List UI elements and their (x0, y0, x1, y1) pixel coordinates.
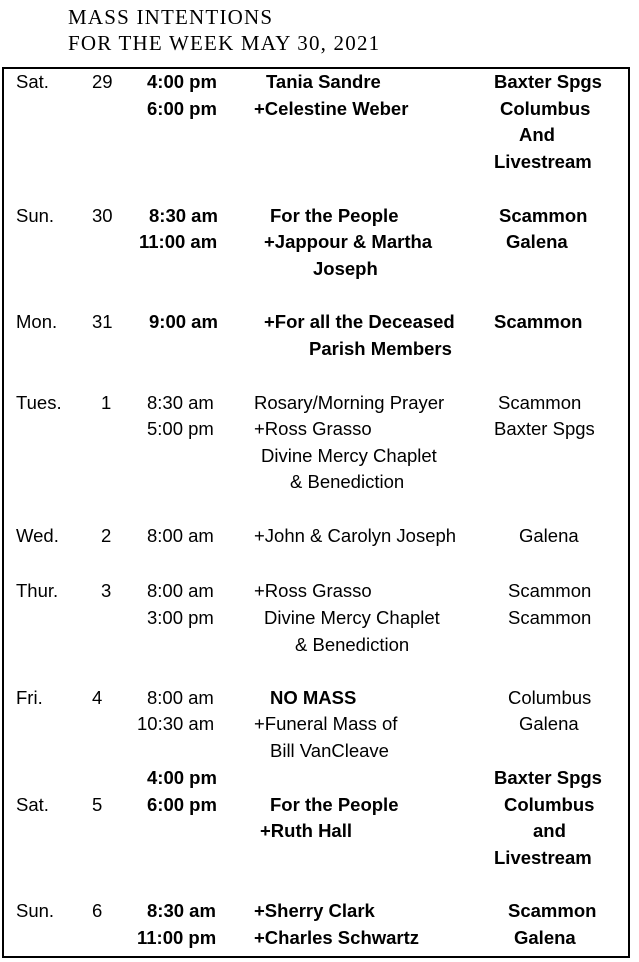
intention-text: Divine Mercy Chaplet (261, 445, 437, 466)
intention-text: NO MASS (270, 687, 357, 708)
intention-text: Tania Sandre (266, 71, 381, 92)
intention-text: +Ross Grasso (254, 580, 372, 601)
intention-text: +Funeral Mass of (254, 713, 398, 734)
date-label: 5 (92, 794, 103, 815)
time-label: 5:00 pm (147, 418, 214, 439)
location-text: Scammon (508, 607, 592, 628)
time-label: 8:00 am (147, 687, 214, 708)
intention-text: For the People (270, 794, 399, 815)
time-label: 10:30 am (137, 713, 215, 734)
title-line-1: MASS INTENTIONS (68, 5, 274, 29)
title-line-2: FOR THE WEEK MAY 30, 2021 (68, 31, 381, 55)
day-label: Mon. (16, 311, 58, 332)
intention-text: +Jappour & Martha (264, 231, 433, 252)
time-label: 8:00 am (147, 580, 214, 601)
intention-text: & Benediction (295, 634, 410, 655)
date-label: 31 (92, 311, 113, 332)
date-label: 3 (101, 580, 112, 601)
time-label: 6:00 pm (147, 794, 217, 815)
time-label: 4:00 pm (147, 71, 217, 92)
location-text: Galena (519, 525, 579, 546)
day-label: Sat. (16, 71, 49, 92)
time-label: 8:00 am (147, 525, 214, 546)
location-text: Baxter Spgs (494, 71, 602, 92)
location-text: And (519, 124, 555, 145)
location-text: Baxter Spgs (494, 418, 595, 439)
day-label: Thur. (16, 580, 59, 601)
day-label: Tues. (16, 392, 62, 413)
location-text: Livestream (494, 847, 592, 868)
location-text: Columbus (504, 794, 595, 815)
time-label: 8:30 am (149, 205, 218, 226)
location-text: Livestream (494, 151, 592, 172)
location-text: Scammon (494, 311, 583, 332)
date-label: 1 (101, 392, 112, 413)
day-label: Sun. (16, 900, 55, 921)
intention-text: +Celestine Weber (254, 98, 409, 119)
intention-text: +Charles Schwartz (254, 927, 420, 948)
location-text: Galena (514, 927, 576, 948)
intention-text: For the People (270, 205, 399, 226)
time-label: 8:30 am (147, 900, 216, 921)
intention-text: +For all the Deceased (264, 311, 455, 332)
intention-text: +Sherry Clark (254, 900, 375, 921)
intention-text: Parish Members (309, 338, 452, 359)
intention-text: & Benediction (290, 471, 405, 492)
location-text: Scammon (499, 205, 588, 226)
location-text: Galena (506, 231, 568, 252)
intention-text: +John & Carolyn Joseph (254, 525, 457, 546)
time-label: 9:00 am (149, 311, 218, 332)
date-label: 4 (92, 687, 103, 708)
time-label: 11:00 am (139, 231, 218, 252)
intention-text: Bill VanCleave (270, 740, 389, 761)
location-text: Scammon (498, 392, 582, 413)
location-text: Scammon (508, 900, 597, 921)
intention-text: +Ross Grasso (254, 418, 372, 439)
location-text: and (533, 820, 566, 841)
intention-text: Divine Mercy Chaplet (264, 607, 440, 628)
intention-text: Rosary/Morning Prayer (254, 392, 445, 413)
intention-text: Joseph (313, 258, 378, 279)
date-label: 30 (92, 205, 113, 226)
date-label: 29 (92, 71, 113, 92)
intention-text: +Ruth Hall (260, 820, 352, 841)
date-label: 2 (101, 525, 112, 546)
date-label: 6 (92, 900, 103, 921)
time-label: 11:00 pm (137, 927, 217, 948)
time-label: 4:00 pm (147, 767, 217, 788)
location-text: Columbus (500, 98, 591, 119)
location-text: Galena (519, 713, 579, 734)
day-label: Fri. (16, 687, 43, 708)
time-label: 8:30 am (147, 392, 214, 413)
day-label: Sun. (16, 205, 55, 226)
time-label: 3:00 pm (147, 607, 214, 628)
location-text: Columbus (508, 687, 592, 708)
location-text: Baxter Spgs (494, 767, 602, 788)
location-text: Scammon (508, 580, 592, 601)
time-label: 6:00 pm (147, 98, 217, 119)
day-label: Wed. (16, 525, 59, 546)
day-label: Sat. (16, 794, 49, 815)
